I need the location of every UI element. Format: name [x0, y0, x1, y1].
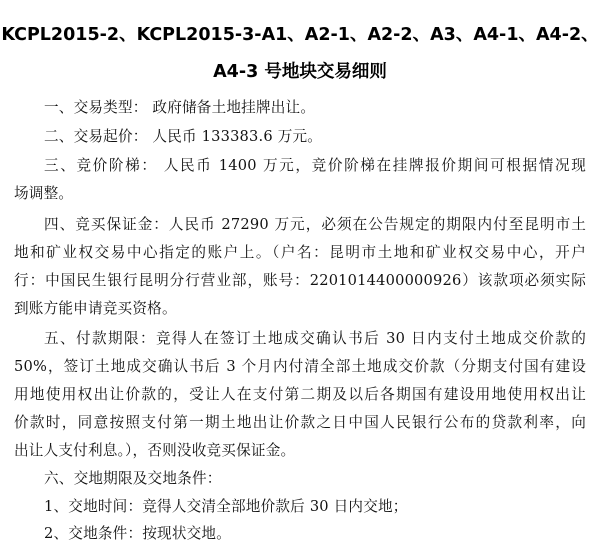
clause-payment-cont-4: 出让人支付利息。），否则没收竞买保证金。	[14, 442, 296, 459]
clause-deposit-cont-2: 行：中国民生银行昆明分行营业部，账号：2201014400000926）该款项必须实际	[14, 272, 586, 289]
clause-bid-increment: 三、竞价阶梯： 人民币 1400 万元，竞价阶梯在挂牌报价期间可根据情况现	[44, 157, 586, 174]
clause-handover-time: 1、交地时间：竞得人交清全部地价款后 30 日内交地；	[44, 498, 408, 515]
clause-payment-cont-1: 50%，签订土地成交确认书后 3 个月内付清全部土地成交价款（分期支付国有建设	[14, 358, 586, 375]
clause-starting-price: 二、交易起价： 人民币 133383.6 万元。	[44, 128, 323, 145]
clause-handover-heading: 六、交地期限及交地条件：	[44, 470, 222, 487]
clause-payment-deadline: 五、付款期限：竞得人在签订土地成交确认书后 30 日内支付土地成交价款的	[44, 330, 586, 347]
clause-deposit-cont-3: 到账方能申请竞买资格。	[14, 300, 177, 317]
document-title-line-1: KCPL2015-2、KCPL2015-3-A1、A2-1、A2-2、A3、A4-1、A4-2、	[1, 25, 599, 45]
clause-deposit: 四、竞买保证金：人民币 27290 万元，必须在公告规定的期限内付至昆明市土	[44, 216, 586, 233]
document-title-line-2: A4-3 号地块交易细则	[213, 62, 387, 82]
clause-bid-increment-cont: 场调整。	[14, 185, 74, 202]
clause-transaction-type: 一、交易类型： 政府储备土地挂牌出让。	[44, 99, 316, 116]
clause-deposit-cont-1: 地和矿业权交易中心指定的账户上。（户名：昆明市土地和矿业权交易中心，开户	[14, 244, 586, 261]
clause-handover-condition: 2、交地条件：按现状交地。	[44, 525, 232, 542]
clause-payment-cont-3: 价款时，同意按照支付第一期土地出让价款之日中国人民银行公布的贷款利率，向	[14, 414, 586, 431]
clause-payment-cont-2: 用地使用权出让价款的，受让人在支付第二期及以后各期国有建设用地使用权出让	[14, 386, 586, 403]
